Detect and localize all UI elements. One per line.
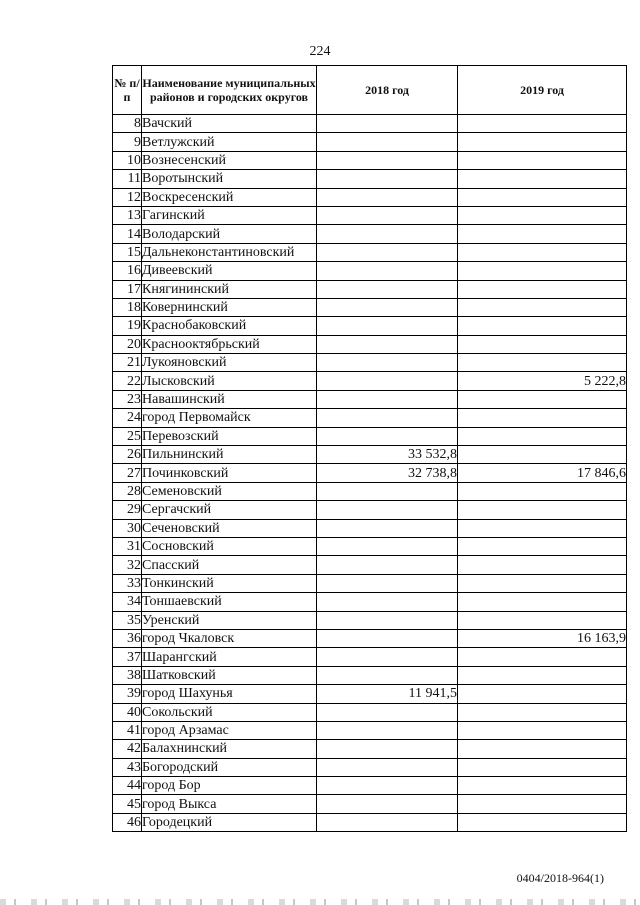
row-num: 11 [113,170,142,188]
row-value-2018 [317,409,458,427]
table-row [113,611,627,629]
row-value-2019 [458,354,627,372]
row-name: Спасский [142,556,317,574]
header-name: Наименование муниципальных районов и городских округов [142,66,317,115]
table-row [113,501,627,519]
table-row [113,685,627,703]
row-num: 43 [113,758,142,776]
table-row [113,243,627,261]
table-row [113,151,627,169]
row-name: город Первомайск [142,409,317,427]
table-row [113,170,627,188]
row-value-2018 [317,427,458,445]
row-value-2019 [458,280,627,298]
row-name: Лысковский [142,372,317,390]
row-value-2018 [317,777,458,795]
row-value-2019 [458,335,627,353]
row-value-2018 [317,206,458,224]
table-row [113,813,627,831]
row-value-2019 [458,115,627,133]
row-num: 25 [113,427,142,445]
row-value-2018: 11 941,5 [317,685,458,703]
row-name: Навашинский [142,390,317,408]
row-name: Краснобаковский [142,317,317,335]
table-body [113,115,627,832]
row-name: город Чкаловск [142,629,317,647]
table-row [113,482,627,500]
row-name: Вачский [142,115,317,133]
row-value-2019 [458,317,627,335]
table-row [113,758,627,776]
row-name: Воротынский [142,170,317,188]
table-row [113,740,627,758]
table-row [113,629,627,647]
table-row [113,298,627,316]
row-num: 42 [113,740,142,758]
row-num: 37 [113,648,142,666]
row-num: 38 [113,666,142,684]
row-num: 33 [113,574,142,592]
row-name: Семеновский [142,482,317,500]
table-row [113,556,627,574]
row-value-2019 [458,206,627,224]
row-num: 34 [113,593,142,611]
row-value-2019 [458,298,627,316]
row-value-2019 [458,390,627,408]
row-num: 31 [113,537,142,555]
row-value-2019: 16 163,9 [458,629,627,647]
row-value-2019 [458,721,627,739]
row-value-2019 [458,740,627,758]
row-num: 14 [113,225,142,243]
row-value-2018 [317,262,458,280]
header-2018: 2018 год [317,66,458,115]
table-row [113,795,627,813]
table-row [113,115,627,133]
table-row [113,427,627,445]
header-num: № п/п [113,66,142,115]
row-num: 30 [113,519,142,537]
row-value-2018 [317,740,458,758]
row-name: Пильнинский [142,446,317,464]
row-value-2019 [458,685,627,703]
row-value-2018: 32 738,8 [317,464,458,482]
header-2019: 2019 год [458,66,627,115]
row-num: 17 [113,280,142,298]
row-name: город Выкса [142,795,317,813]
row-name: Городецкий [142,813,317,831]
table-row [113,335,627,353]
table-row [113,721,627,739]
municipal-table [112,65,627,832]
row-value-2019 [458,611,627,629]
row-name: город Шахунья [142,685,317,703]
row-value-2019 [458,133,627,151]
row-value-2018 [317,133,458,151]
row-value-2019 [458,225,627,243]
row-num: 9 [113,133,142,151]
row-value-2018 [317,280,458,298]
row-name: Гагинский [142,206,317,224]
row-num: 8 [113,115,142,133]
row-num: 39 [113,685,142,703]
table-row [113,317,627,335]
row-name: Краснооктябрьский [142,335,317,353]
row-num: 29 [113,501,142,519]
row-value-2019 [458,593,627,611]
row-num: 15 [113,243,142,261]
table-row [113,777,627,795]
row-value-2018 [317,758,458,776]
row-value-2019 [458,758,627,776]
table-row [113,354,627,372]
row-value-2019 [458,151,627,169]
row-num: 27 [113,464,142,482]
row-value-2018 [317,593,458,611]
row-value-2018 [317,611,458,629]
row-num: 20 [113,335,142,353]
table-row [113,537,627,555]
table-row [113,519,627,537]
page-number: 224 [309,44,331,59]
row-value-2018 [317,519,458,537]
row-name: Дальнеконстантиновский [142,243,317,261]
row-value-2018 [317,225,458,243]
row-name: Сергачский [142,501,317,519]
row-value-2018 [317,721,458,739]
table-row [113,372,627,390]
scan-edge-artifact [0,899,640,905]
row-name: Воскресенский [142,188,317,206]
row-value-2019 [458,501,627,519]
row-value-2018 [317,813,458,831]
row-num: 36 [113,629,142,647]
row-value-2019 [458,813,627,831]
row-value-2019 [458,648,627,666]
row-value-2018 [317,372,458,390]
table-row [113,593,627,611]
row-value-2018: 33 532,8 [317,446,458,464]
row-name: Сосновский [142,537,317,555]
row-value-2018 [317,335,458,353]
row-name: Сеченовский [142,519,317,537]
row-value-2018 [317,482,458,500]
row-num: 28 [113,482,142,500]
table-row [113,390,627,408]
table-row [113,206,627,224]
row-name: Тоншаевский [142,593,317,611]
row-value-2018 [317,243,458,261]
row-name: Ковернинский [142,298,317,316]
row-num: 24 [113,409,142,427]
row-value-2018 [317,298,458,316]
row-value-2019 [458,777,627,795]
row-value-2018 [317,317,458,335]
row-value-2018 [317,151,458,169]
table-row [113,703,627,721]
row-value-2018 [317,188,458,206]
row-num: 10 [113,151,142,169]
row-name: Вознесенский [142,151,317,169]
row-value-2018 [317,795,458,813]
row-value-2018 [317,501,458,519]
document-id: 0404/2018-964(1) [516,871,604,885]
row-name: Перевозский [142,427,317,445]
row-value-2019 [458,537,627,555]
table-row [113,648,627,666]
table-header-row [113,66,627,115]
row-value-2018 [317,556,458,574]
row-value-2018 [317,115,458,133]
row-value-2019 [458,703,627,721]
row-value-2019 [458,666,627,684]
row-value-2019 [458,170,627,188]
row-num: 18 [113,298,142,316]
row-num: 16 [113,262,142,280]
row-num: 46 [113,813,142,831]
row-value-2018 [317,666,458,684]
row-value-2018 [317,537,458,555]
row-value-2018 [317,354,458,372]
table-row [113,666,627,684]
row-num: 40 [113,703,142,721]
table-row [113,133,627,151]
row-num: 23 [113,390,142,408]
row-value-2019 [458,243,627,261]
row-value-2019 [458,262,627,280]
row-name: Дивеевский [142,262,317,280]
row-value-2018 [317,390,458,408]
row-name: Сокольский [142,703,317,721]
row-value-2019 [458,556,627,574]
row-name: Шарангский [142,648,317,666]
row-num: 13 [113,206,142,224]
row-num: 12 [113,188,142,206]
table-row [113,409,627,427]
row-value-2019 [458,427,627,445]
row-name: Богородский [142,758,317,776]
row-name: Лукояновский [142,354,317,372]
row-value-2019 [458,446,627,464]
row-value-2018 [317,170,458,188]
row-value-2019 [458,574,627,592]
row-value-2018 [317,648,458,666]
table-row [113,225,627,243]
row-num: 41 [113,721,142,739]
row-num: 22 [113,372,142,390]
row-name: Ветлужский [142,133,317,151]
row-num: 45 [113,795,142,813]
row-value-2018 [317,574,458,592]
row-num: 32 [113,556,142,574]
row-value-2019 [458,409,627,427]
row-value-2019: 17 846,6 [458,464,627,482]
table-row [113,574,627,592]
table-row [113,446,627,464]
row-name: Починковский [142,464,317,482]
row-num: 44 [113,777,142,795]
row-name: город Бор [142,777,317,795]
row-value-2019 [458,795,627,813]
table-row [113,188,627,206]
row-value-2019: 5 222,8 [458,372,627,390]
row-name: Княгининский [142,280,317,298]
row-name: Тонкинский [142,574,317,592]
row-num: 35 [113,611,142,629]
row-num: 26 [113,446,142,464]
row-value-2019 [458,188,627,206]
row-name: Володарский [142,225,317,243]
row-name: Шатковский [142,666,317,684]
row-name: город Арзамас [142,721,317,739]
row-value-2018 [317,703,458,721]
table-row [113,262,627,280]
row-name: Уренский [142,611,317,629]
row-value-2019 [458,519,627,537]
row-name: Балахнинский [142,740,317,758]
row-value-2019 [458,482,627,500]
row-value-2018 [317,629,458,647]
table-row [113,280,627,298]
row-num: 19 [113,317,142,335]
row-num: 21 [113,354,142,372]
table-row [113,464,627,482]
